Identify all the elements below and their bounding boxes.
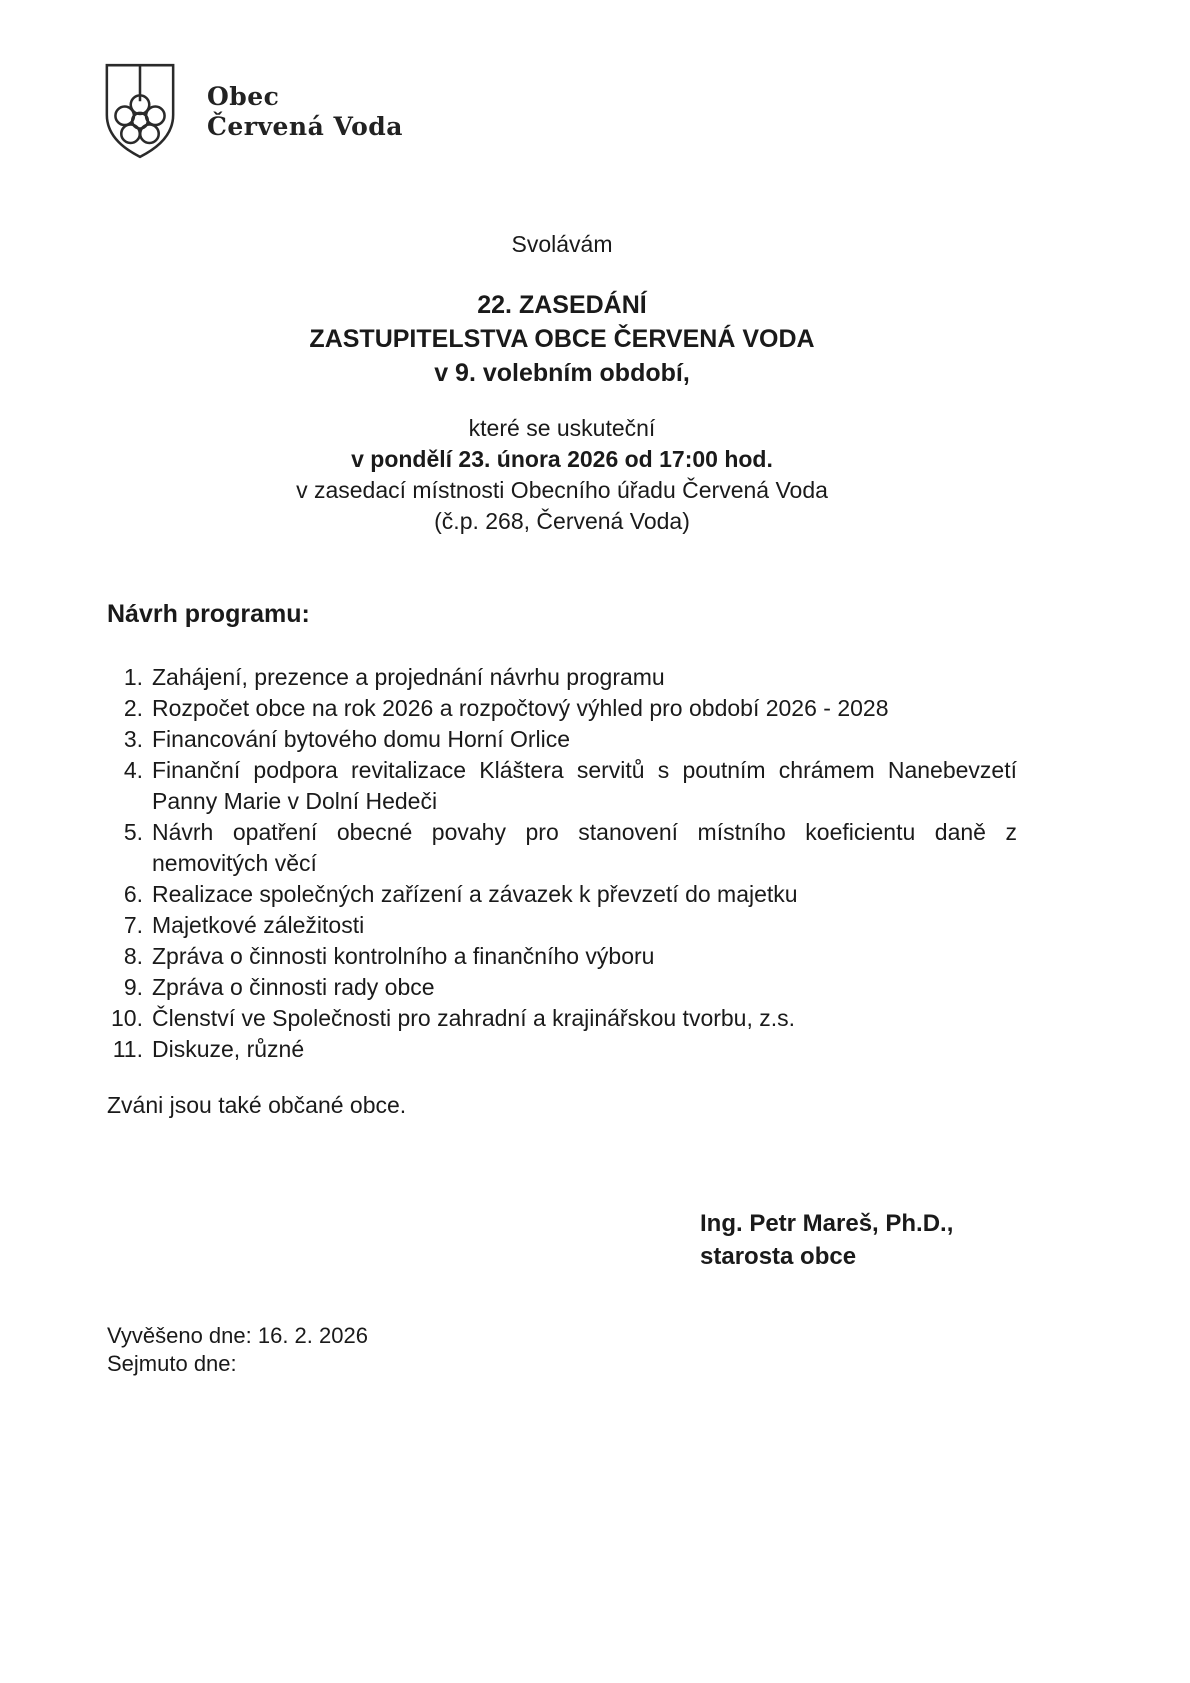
program-item bbox=[107, 972, 1017, 1003]
session-title bbox=[107, 288, 1017, 390]
meeting-lead: které se uskuteční bbox=[468, 415, 656, 441]
program-item-number: 4. bbox=[123, 757, 143, 783]
program-item bbox=[107, 941, 1017, 972]
meeting-details bbox=[107, 413, 1017, 537]
program-item-number: 7. bbox=[123, 912, 143, 938]
program-heading: Návrh programu: bbox=[107, 600, 310, 628]
invite-note: Zváni jsou také občané obce. bbox=[107, 1092, 407, 1118]
program-item bbox=[107, 755, 1017, 817]
program-item-text: Majetkové záležitosti bbox=[152, 912, 365, 938]
municipality-name bbox=[207, 82, 403, 142]
meeting-address: (č.p. 268, Červená Voda) bbox=[434, 508, 690, 534]
program-item-number: 2. bbox=[123, 695, 143, 721]
program-item-number: 1. bbox=[123, 664, 143, 690]
program-item-text: Financování bytového domu Horní Orlice bbox=[152, 726, 571, 752]
program-item bbox=[107, 817, 1017, 879]
session-title-line2: ZASTUPITELSTVA OBCE ČERVENÁ VODA bbox=[309, 325, 815, 353]
coat-of-arms-shield-rose-icon bbox=[101, 62, 179, 160]
posting-dates bbox=[107, 1322, 368, 1378]
posted-date-line: Vyvěšeno dne: 16. 2. 2026 bbox=[107, 1323, 368, 1348]
session-title-line1: 22. ZASEDÁNÍ bbox=[477, 291, 647, 319]
signature-block bbox=[700, 1207, 953, 1273]
program-list bbox=[107, 662, 1017, 1065]
intro-line: Svolávám bbox=[511, 231, 613, 257]
program-item-text: Zpráva o činnosti rady obce bbox=[152, 974, 435, 1000]
signature-name: Ing. Petr Mareš, Ph.D., bbox=[700, 1210, 954, 1237]
program-item-number: 10. bbox=[111, 1005, 143, 1031]
meeting-datetime: v pondělí 23. února 2026 od 17:00 hod. bbox=[351, 446, 773, 472]
session-title-line3: v 9. volebním období, bbox=[434, 359, 690, 387]
meeting-place: v zasedací místnosti Obecního úřadu Červená Voda bbox=[296, 477, 828, 503]
program-item-text: Realizace společných zařízení a závazek k převzetí do majetku bbox=[152, 881, 798, 907]
program-item bbox=[107, 662, 1017, 693]
program-item bbox=[107, 910, 1017, 941]
municipality-name-line1: Obec bbox=[207, 82, 280, 111]
program-item-text: Zpráva o činnosti kontrolního a finančního výboru bbox=[152, 943, 655, 969]
removed-date-line: Sejmuto dne: bbox=[107, 1351, 237, 1376]
program-item-number: 6. bbox=[123, 881, 143, 907]
program-item bbox=[107, 879, 1017, 910]
program-item bbox=[107, 1034, 1017, 1065]
signature-role: starosta obce bbox=[700, 1243, 857, 1270]
program-item-text: Finanční podpora revitalizace Kláštera servitů s poutním chrámem Nanebevzetí Panny Marie v Dolní Hedeči bbox=[152, 757, 1017, 814]
program-item-number: 9. bbox=[123, 974, 143, 1000]
program-item-number: 11. bbox=[112, 1036, 143, 1062]
program-item bbox=[107, 724, 1017, 755]
program-item-text: Členství ve Společnosti pro zahradní a krajinářskou tvorbu, z.s. bbox=[152, 1005, 796, 1031]
program-item-number: 3. bbox=[123, 726, 143, 752]
program-item-text: Zahájení, prezence a projednání návrhu programu bbox=[152, 664, 665, 690]
program-item-text: Diskuze, různé bbox=[152, 1036, 305, 1062]
program-item bbox=[107, 693, 1017, 724]
program-item-number: 8. bbox=[123, 943, 143, 969]
municipality-name-line2: Červená Voda bbox=[207, 112, 403, 141]
program-item-number: 5. bbox=[123, 819, 143, 845]
program-item-text: Návrh opatření obecné povahy pro stanovení místního koeficientu daně z nemovitých věcí bbox=[152, 819, 1017, 876]
program-item-text: Rozpočet obce na rok 2026 a rozpočtový výhled pro období 2026 - 2028 bbox=[152, 695, 889, 721]
municipality-logo bbox=[101, 62, 403, 160]
program-item bbox=[107, 1003, 1017, 1034]
